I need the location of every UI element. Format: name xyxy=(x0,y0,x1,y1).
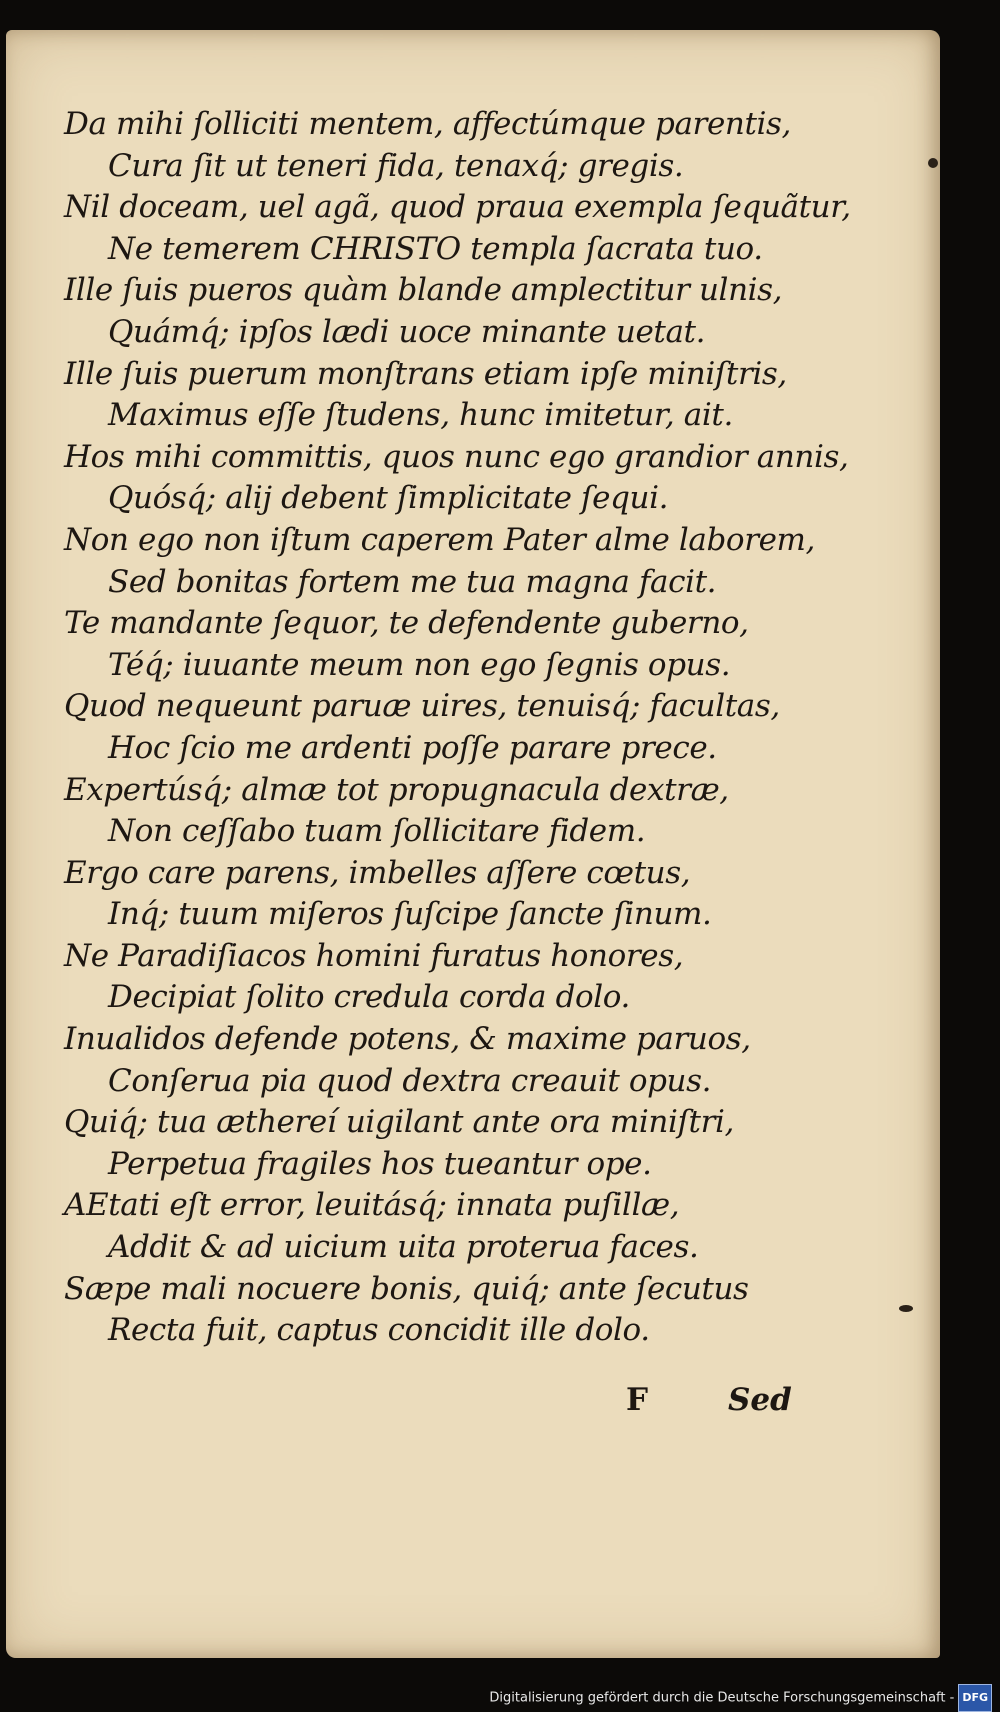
verse-line: Quod nequeunt paruæ uires, tenuisq́; facultas, xyxy=(64,688,780,725)
verse-line: Recta fuit, captus concidit ille dolo. xyxy=(108,1312,650,1349)
book-page xyxy=(6,30,940,1658)
verse-line: Inualidos defende potens, & maxime paruos, xyxy=(64,1021,751,1058)
verse-line: Téq́; iuuante meum non ego ſegnis opus. xyxy=(108,646,731,683)
margin-blot xyxy=(899,1305,913,1312)
verse-line: Te mandante ſequor, te defendente guberno, xyxy=(64,605,749,642)
verse-line: Ille ſuis puerum monſtrans etiam ipſe miniſtris, xyxy=(64,355,787,392)
verse-line: Quósq́; alij debent ſimplicitate ſequi. xyxy=(108,480,669,517)
verse-line: Quámq́; ipſos lædi uoce minante uetat. xyxy=(108,313,706,350)
verse-line: Quiq́; tua æthereí uigilant ante ora miniſtri, xyxy=(64,1104,734,1141)
verse-line: Cura ſit ut teneri fida, tenaxq́; gregis. xyxy=(108,147,684,184)
verse-line: Ergo care parens, imbelles aſſere cœtus, xyxy=(64,854,691,891)
verse-line: Non ego non iſtum caperem Pater alme laborem, xyxy=(64,521,816,558)
verse-line: Perpetua fragiles hos tueantur ope. xyxy=(108,1145,652,1182)
verse-line: Maximus eſſe ſtudens, hunc imitetur, ait. xyxy=(108,397,733,434)
verse-line: Sed bonitas fortem me tua magna facit. xyxy=(108,563,717,600)
verse-line: Ille ſuis pueros quàm blande amplectitur ulnis, xyxy=(64,272,783,309)
verse-line: AEtati eſt error, leuitásq́; innata puſillæ, xyxy=(64,1187,680,1224)
verse-line: Inq́; tuum miſeros ſuſcipe ſancte ſinum. xyxy=(108,896,712,933)
verse-text-block xyxy=(64,104,884,1352)
signature-mark: F xyxy=(626,1382,649,1418)
margin-blot xyxy=(928,158,938,168)
verse-line: Sæpe mali nocuere bonis, quiq́; ante ſecutus xyxy=(64,1270,749,1307)
verse-line: Non ceſſabo tuam ſollicitare fidem. xyxy=(108,813,646,850)
verse-line: Hos mihi committis, quos nunc ego grandior annis, xyxy=(64,438,849,475)
dfg-logo: DFG xyxy=(958,1684,992,1712)
verse-line: Addit & ad uicium uita proterua faces. xyxy=(108,1229,699,1266)
verse-line: Ne temerem CHRISTO templa ſacrata tuo. xyxy=(108,230,763,267)
verse-line: Decipiat ſolito credula corda dolo. xyxy=(108,979,630,1016)
verse-line: Expertúsq́; almæ tot propugnacula dextræ, xyxy=(64,771,729,808)
verse-line: Hoc ſcio me ardenti poſſe parare prece. xyxy=(108,729,717,766)
page-footer xyxy=(6,1382,940,1426)
digitization-credit xyxy=(489,1684,992,1708)
verse-line: Conſerua pia quod dextra creauit opus. xyxy=(108,1062,712,1099)
verse-line: Ne Paradiſiacos homini furatus honores, xyxy=(64,937,684,974)
verse-line: Da mihi ſolliciti mentem, affectúmque parentis, xyxy=(64,106,791,142)
catchword: Sed xyxy=(728,1382,792,1418)
verse-line: Nil doceam, uel agã, quod praua exempla ſequãtur, xyxy=(64,189,851,226)
credit-text: Digitalisierung gefördert durch die Deutsche Forschungsgemeinschaft - xyxy=(489,1690,955,1706)
